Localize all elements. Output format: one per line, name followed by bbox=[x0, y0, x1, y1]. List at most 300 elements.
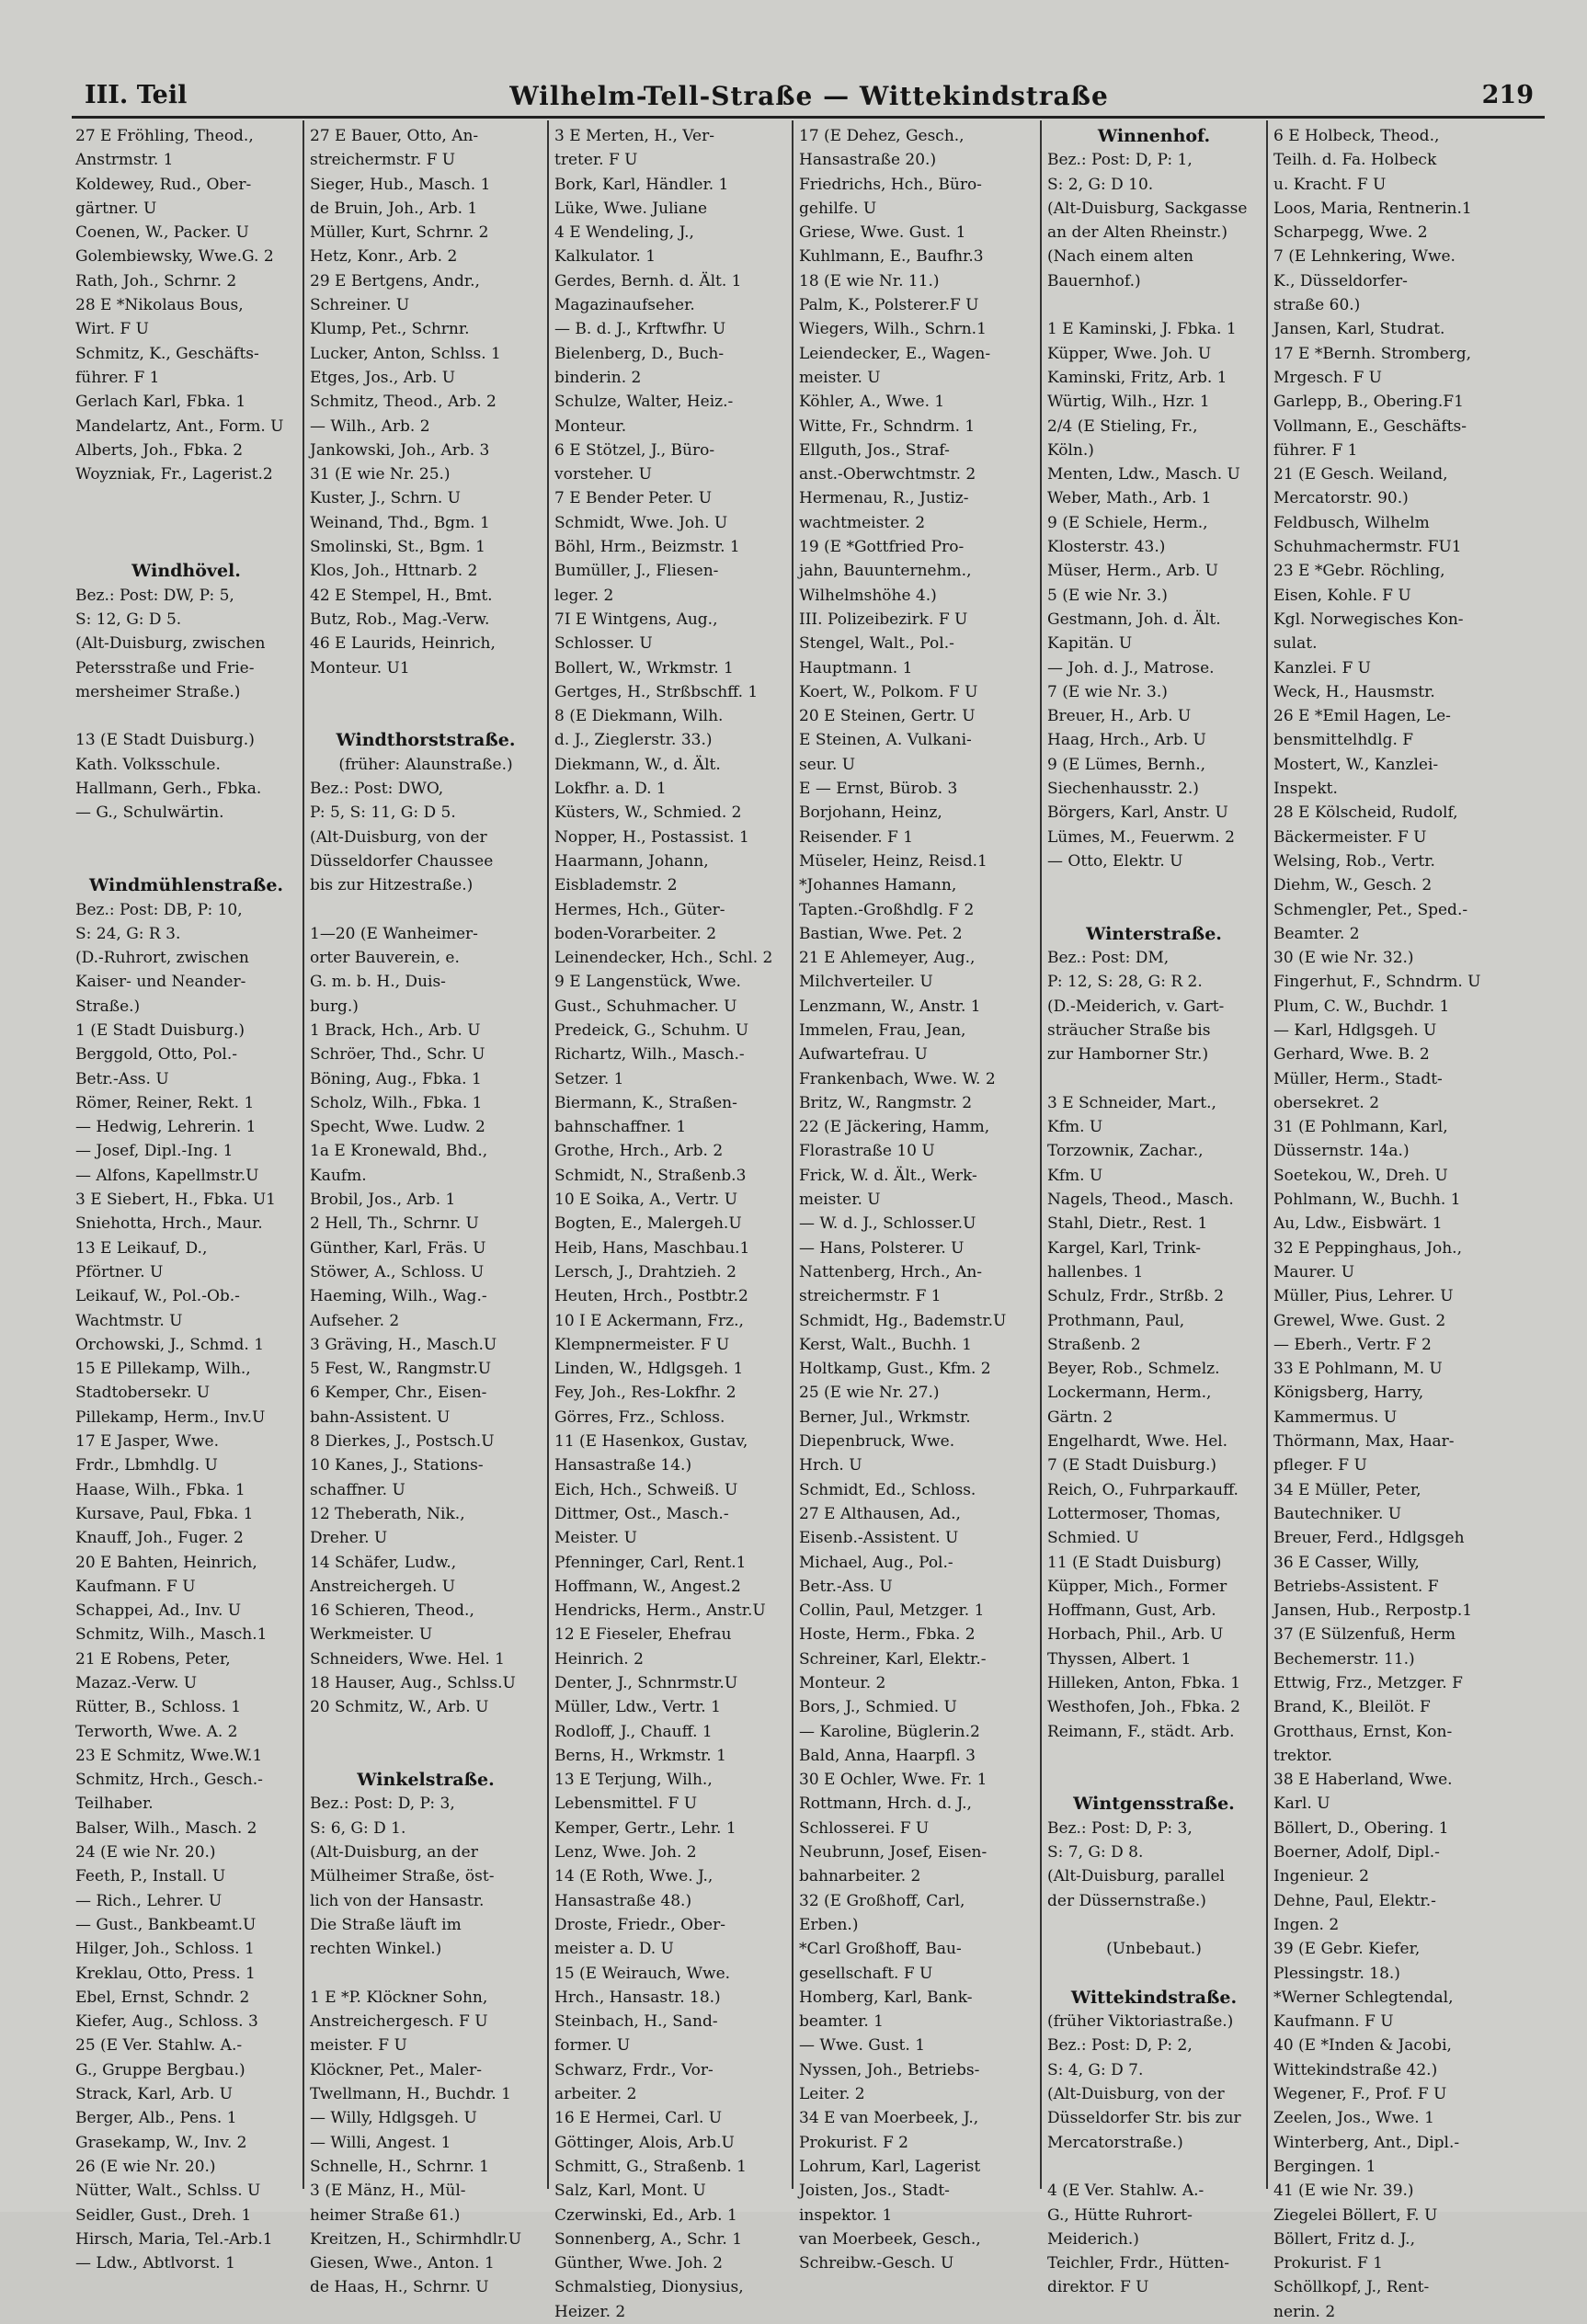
entry-line: Steinbach, H., Sand- bbox=[554, 2012, 718, 2032]
entry-line: 4 E Wendeling, J., bbox=[554, 223, 694, 243]
entry-line: Günther, Karl, Fräs. U bbox=[310, 1238, 486, 1258]
entry-line: 7 (E Lehnkering, Wwe. bbox=[1273, 247, 1456, 267]
entry-line: Bez.: Post: D, P: 2, bbox=[1047, 2036, 1193, 2056]
spacer bbox=[75, 826, 297, 849]
entry-line: Böllert, Fritz d. J., bbox=[1273, 2229, 1415, 2249]
entry-line: Wilhelmshöhe 4.) bbox=[799, 586, 937, 605]
entry-line: 2/4 (E Stieling, Fr., bbox=[1047, 416, 1198, 436]
entry-line: 26 E *Emil Hagen, Le- bbox=[1273, 707, 1451, 726]
entry-line: Garlepp, B., Obering.F1 bbox=[1273, 393, 1464, 412]
entry-line: Schulz, Frdr., Strßb. 2 bbox=[1047, 1287, 1225, 1306]
street-heading: Windhövel. bbox=[131, 561, 241, 582]
entry-line: nerin. 2 bbox=[1273, 2302, 1336, 2321]
entry-line: Grothe, Hrch., Arb. 2 bbox=[554, 1142, 724, 1161]
entry-line: (Unbebaut.) bbox=[1106, 1940, 1202, 1959]
entry-line: Heuten, Hrch., Postbtr.2 bbox=[554, 1287, 748, 1306]
entry-line: Bors, J., Schmied. U bbox=[799, 1698, 957, 1717]
entry-line: Klosterstr. 43.) bbox=[1047, 538, 1166, 557]
entry-line: Aufseher. 2 bbox=[310, 1311, 400, 1330]
entry-line: Bez.: Post: DM, bbox=[1047, 949, 1170, 968]
entry-line: Schmengler, Pet., Sped.- bbox=[1273, 900, 1468, 919]
entry-line: Schmidt, Hg., Bademstr.U bbox=[799, 1311, 1007, 1330]
entry-line: Schneiders, Wwe. Hel. 1 bbox=[310, 1649, 506, 1669]
entry-line: 1 (E Stadt Duisburg.) bbox=[75, 1020, 245, 1040]
entry-line: Predeick, G., Schuhm. U bbox=[554, 1020, 749, 1040]
entry-line: meister a. D. U bbox=[554, 1940, 674, 1959]
entry-line: S: 12, G: D 5. bbox=[75, 609, 182, 629]
entry-line: treter. F U bbox=[554, 151, 638, 170]
entry-line: Berggold, Otto, Pol.- bbox=[75, 1045, 238, 1065]
entry-line: Bielenberg, D., Buch- bbox=[554, 344, 725, 363]
column-3 bbox=[547, 120, 792, 2321]
column-1 bbox=[70, 120, 303, 2273]
entry-line: 8 Dierkes, J., Postsch.U bbox=[310, 1432, 495, 1452]
entry-line: Die Straße läuft im bbox=[310, 1915, 462, 1934]
page-header bbox=[85, 81, 1534, 118]
entry-line: 3 E Schneider, Mart., bbox=[1047, 1093, 1216, 1112]
entry-line: Lenz, Wwe. Joh. 2 bbox=[554, 1843, 697, 1863]
entry-line: jahn, Bauunternehm., bbox=[799, 562, 972, 581]
entry-line: 31 (E Pohlmann, Karl, bbox=[1273, 1118, 1448, 1137]
entry-line: Heib, Hans, Maschbau.1 bbox=[554, 1238, 750, 1258]
entry-line: 4 (E Ver. Stahlw. A.- bbox=[1047, 2182, 1205, 2201]
entry-line: 24 (E wie Nr. 20.) bbox=[75, 1843, 216, 1863]
entry-line: Griese, Wwe. Gust. 1 bbox=[799, 223, 966, 243]
entry-line: Anstreichergesch. F U bbox=[310, 2012, 488, 2032]
entry-line: der Düssernstraße.) bbox=[1047, 1891, 1206, 1910]
entry-line: Betr.-Ass. U bbox=[799, 1577, 893, 1596]
entry-line: Schmitt, G., Straßenb. 1 bbox=[554, 2157, 747, 2176]
entry-line: Bauernhof.) bbox=[1047, 271, 1141, 290]
entry-line: Kuhlmann, E., Baufhr.3 bbox=[799, 247, 984, 267]
entry-line: schaffner. U bbox=[310, 1480, 405, 1499]
entry-line: 15 (E Weirauch, Wwe. bbox=[554, 1964, 731, 1983]
entry-line: Lümes, M., Feuerwm. 2 bbox=[1047, 827, 1235, 847]
entry-line: Gerlach Karl, Fbka. 1 bbox=[75, 393, 246, 412]
entry-line: Mostert, W., Kanzlei- bbox=[1273, 755, 1439, 774]
entry-line: G. m. b. H., Duis- bbox=[310, 973, 446, 992]
spacer bbox=[310, 1744, 542, 1768]
entry-line: 29 E Bertgens, Andr., bbox=[310, 271, 480, 290]
spacer bbox=[1047, 1744, 1261, 1768]
entry-line: führer. F 1 bbox=[75, 368, 160, 387]
entry-line: Vollmann, E., Geschäfts- bbox=[1273, 416, 1467, 436]
entry-line: Terworth, Wwe. A. 2 bbox=[75, 1722, 238, 1741]
entry-line: hallenbes. 1 bbox=[1047, 1262, 1144, 1282]
entry-line: Collin, Paul, Metzger. 1 bbox=[799, 1601, 985, 1621]
spacer bbox=[310, 704, 542, 728]
entry-line: 18 (E wie Nr. 11.) bbox=[799, 271, 940, 290]
entry-line: — G., Schulwärtin. bbox=[75, 803, 224, 823]
entry-line: Witte, Fr., Schndrm. 1 bbox=[799, 416, 976, 436]
entry-line: Au, Ldw., Eisbwärt. 1 bbox=[1273, 1214, 1443, 1234]
spacer bbox=[1047, 1067, 1261, 1091]
entry-line: Engelhardt, Wwe. Hel. bbox=[1047, 1432, 1228, 1452]
entry-line: direktor. F U bbox=[1047, 2278, 1149, 2297]
entry-line: 7I E Wintgens, Aug., bbox=[554, 609, 718, 629]
entry-line: Denter, J., Schnrmstr.U bbox=[554, 1674, 738, 1692]
entry-line: Bastian, Wwe. Pet. 2 bbox=[799, 924, 963, 943]
entry-line: Koldewey, Rud., Ober- bbox=[75, 175, 252, 194]
entry-line: Schulze, Walter, Heiz.- bbox=[554, 393, 734, 412]
entry-line: u. Kracht. F U bbox=[1273, 175, 1387, 194]
entry-line: Nopper, H., Postassist. 1 bbox=[554, 827, 749, 847]
entry-line: Siechenhausstr. 2.) bbox=[1047, 780, 1199, 799]
entry-line: Specht, Wwe. Ludw. 2 bbox=[310, 1118, 485, 1137]
entry-line: 20 E Bahten, Heinrich, bbox=[75, 1553, 257, 1572]
entry-line: 11 (E Stadt Duisburg) bbox=[1047, 1553, 1222, 1572]
entry-line: lich von der Hansastr. bbox=[310, 1891, 485, 1910]
entry-line: 23 E *Gebr. Röchling, bbox=[1273, 562, 1445, 581]
entry-line: 3 E Merten, H., Ver- bbox=[554, 127, 714, 145]
entry-line: Reich, O., Fuhrparkauff. bbox=[1047, 1480, 1239, 1499]
entry-line: Bechemerstr. 11.) bbox=[1273, 1649, 1415, 1669]
entry-line: (früher: Alaunstraße.) bbox=[338, 755, 513, 774]
entry-line: Königsberg, Harry, bbox=[1273, 1384, 1424, 1403]
entry-line: Schappei, Ad., Inv. U bbox=[75, 1601, 242, 1621]
entry-line: Beamter. 2 bbox=[1273, 924, 1360, 943]
entry-line: Coenen, W., Packer. U bbox=[75, 223, 249, 243]
column-5 bbox=[1040, 120, 1266, 2297]
entry-line: — Joh. d. J., Matrose. bbox=[1047, 658, 1215, 678]
entry-line: Leiter. 2 bbox=[799, 2085, 865, 2104]
spacer bbox=[1047, 1913, 1261, 1937]
entry-line: Lüke, Wwe. Juliane bbox=[554, 199, 708, 218]
entry-line: Hansastraße 48.) bbox=[554, 1891, 692, 1910]
entry-line: Bollert, W., Wrkmstr. 1 bbox=[554, 658, 734, 678]
entry-line: Lohrum, Karl, Lagerist bbox=[799, 2157, 981, 2176]
entry-line: Salz, Karl, Mont. U bbox=[554, 2182, 706, 2201]
entry-line: 3 Gräving, H., Masch.U bbox=[310, 1335, 497, 1354]
entry-line: Müller, Pius, Lehrer. U bbox=[1273, 1287, 1454, 1306]
entry-line: Kursave, Paul, Fbka. 1 bbox=[75, 1504, 254, 1523]
entry-line: straße 60.) bbox=[1273, 296, 1361, 315]
page-number: 219 bbox=[1481, 81, 1534, 109]
entry-line: Kaufmann. F U bbox=[1273, 2012, 1394, 2032]
entry-line: Weck, H., Hausmstr. bbox=[1273, 682, 1435, 701]
entry-line: Haase, Wilh., Fbka. 1 bbox=[75, 1480, 245, 1499]
entry-line: — Rich., Lehrer. U bbox=[75, 1891, 223, 1910]
entry-line: 25 (E Ver. Stahlw. A.- bbox=[75, 2036, 243, 2056]
entry-line: mersheimer Straße.) bbox=[75, 682, 241, 701]
spacer bbox=[310, 1720, 542, 1744]
entry-line: 26 (E wie Nr. 20.) bbox=[75, 2157, 216, 2176]
entry-line: 1 E Kaminski, J. Fbka. 1 bbox=[1047, 320, 1237, 339]
entry-line: Hoste, Herm., Fbka. 2 bbox=[799, 1625, 976, 1645]
entry-line: Mazaz.-Verw. U bbox=[75, 1674, 198, 1692]
entry-line: Feeth, P., Install. U bbox=[75, 1867, 226, 1886]
entry-line: Bez.: Post: DWO, bbox=[310, 780, 444, 799]
entry-line: Kalkulator. 1 bbox=[554, 247, 656, 267]
entry-line: Scharpegg, Wwe. 2 bbox=[1273, 223, 1428, 243]
entry-line: Menten, Ldw., Masch. U bbox=[1047, 465, 1240, 484]
entry-line: Bork, Karl, Händler. 1 bbox=[554, 175, 729, 194]
entry-line: Bez.: Post: D, P: 3, bbox=[1047, 1818, 1193, 1838]
entry-line: Pohlmann, W., Buchh. 1 bbox=[1273, 1190, 1461, 1210]
entry-line: Florastraße 10 U bbox=[799, 1142, 935, 1161]
entry-line: Thörmann, Max, Haar- bbox=[1273, 1432, 1455, 1452]
entry-line: Schmidt, N., Straßenb.3 bbox=[554, 1166, 747, 1185]
entry-line: Grasekamp, W., Inv. 2 bbox=[75, 2133, 247, 2152]
entry-line: Meister. U bbox=[554, 1529, 637, 1548]
street-heading: Winkelstraße. bbox=[357, 1770, 495, 1791]
entry-line: Mrgesch. F U bbox=[1273, 368, 1383, 387]
entry-line: Müseler, Heinz, Reisd.1 bbox=[799, 851, 988, 871]
spacer bbox=[1047, 2155, 1261, 2179]
entry-line: — Otto, Elektr. U bbox=[1047, 851, 1183, 871]
entry-line: *Carl Großhoff, Bau- bbox=[799, 1940, 962, 1959]
entry-line: S: 4, G: D 7. bbox=[1047, 2060, 1144, 2079]
entry-line: Droste, Friedr., Ober- bbox=[554, 1915, 725, 1934]
entry-line: Schlosser. U bbox=[554, 634, 653, 654]
spacer bbox=[1047, 293, 1261, 317]
entry-line: 12 E Fieseler, Ehefrau bbox=[554, 1625, 732, 1645]
entry-line: Teilhaber. bbox=[75, 1794, 154, 1814]
entry-line: Bumüller, J., Fliesen- bbox=[554, 562, 719, 581]
entry-line: Schreiner, Karl, Elektr.- bbox=[799, 1649, 987, 1669]
entry-line: Butz, Rob., Mag.-Verw. bbox=[310, 609, 490, 629]
entry-line: 3 (E Mänz, H., Mül- bbox=[310, 2182, 466, 2201]
entry-line: 33 E Pohlmann, M. U bbox=[1273, 1360, 1443, 1379]
entry-line: Koert, W., Polkom. F U bbox=[799, 682, 978, 701]
entry-line: Prokurist. F 1 bbox=[1273, 2254, 1383, 2273]
entry-line: 28 E Kölscheid, Rudolf, bbox=[1273, 803, 1458, 823]
entry-line: Neubrunn, Josef, Eisen- bbox=[799, 1843, 988, 1863]
entry-line: Gärtn. 2 bbox=[1047, 1407, 1113, 1427]
entry-line: — Willi, Angest. 1 bbox=[310, 2133, 451, 2152]
entry-line: — Wwe. Gust. 1 bbox=[799, 2036, 926, 2056]
entry-line: Düssernstr. 14a.) bbox=[1273, 1142, 1410, 1161]
entry-line: Köln.) bbox=[1047, 440, 1094, 460]
entry-line: Schmitz, Theod., Arb. 2 bbox=[310, 393, 497, 412]
entry-line: burg.) bbox=[310, 997, 359, 1016]
entry-line: Berns, H., Wrkmstr. 1 bbox=[554, 1746, 726, 1765]
entry-line: Sonnenberg, A., Schr. 1 bbox=[554, 2229, 743, 2249]
spacer bbox=[75, 535, 297, 559]
entry-line: Leikauf, W., Pol.-Ob.- bbox=[75, 1287, 240, 1306]
entry-line: Pförtner. U bbox=[75, 1262, 164, 1282]
entry-line: Kapitän. U bbox=[1047, 634, 1133, 654]
entry-line: Düsseldorfer Chaussee bbox=[310, 851, 494, 871]
entry-line: — Gust., Bankbeamt.U bbox=[75, 1915, 257, 1934]
entry-line: Setzer. 1 bbox=[554, 1069, 624, 1088]
entry-line: Ettwig, Frz., Metzger. F bbox=[1273, 1674, 1463, 1692]
entry-line: Knauff, Joh., Fuger. 2 bbox=[75, 1529, 244, 1548]
entry-line: Böning, Aug., Fbka. 1 bbox=[310, 1069, 482, 1088]
entry-line: Meiderich.) bbox=[1047, 2229, 1139, 2249]
entry-line: 6 E Stötzel, J., Büro- bbox=[554, 440, 715, 460]
entry-line: meister. U bbox=[799, 368, 881, 387]
entry-line: Teichler, Frdr., Hütten- bbox=[1047, 2254, 1230, 2273]
entry-line: Kaufmann. F U bbox=[75, 1577, 196, 1596]
entry-line: Reimann, F., städt. Arb. bbox=[1047, 1722, 1235, 1741]
entry-line: sträucher Straße bis bbox=[1047, 1020, 1211, 1040]
entry-line: Wiegers, Wilh., Schrn.1 bbox=[799, 320, 987, 339]
entry-line: 1 E *P. Klöckner Sohn, bbox=[310, 1988, 488, 2007]
part-label: III. Teil bbox=[85, 81, 188, 109]
entry-line: Breuer, H., Arb. U bbox=[1047, 707, 1192, 726]
entry-line: Nütter, Walt., Schlss. U bbox=[75, 2182, 261, 2201]
entry-line: — Wilh., Arb. 2 bbox=[310, 416, 430, 436]
entry-line: Schnelle, H., Schrnr. 1 bbox=[310, 2157, 489, 2176]
entry-line: Gerdes, Bernh. d. Ält. 1 bbox=[554, 271, 742, 290]
entry-line: bensmittelhdlg. F bbox=[1273, 731, 1414, 750]
street-heading: Wittekindstraße. bbox=[1070, 1987, 1238, 2008]
entry-line: Düsseldorfer Str. bis zur bbox=[1047, 2109, 1241, 2128]
entry-line: Schreibw.-Gesch. U bbox=[799, 2254, 954, 2273]
entry-line: Hilleken, Anton, Fbka. 1 bbox=[1047, 1674, 1241, 1692]
entry-line: Schreiner. U bbox=[310, 296, 410, 315]
entry-line: Bogten, E., Malergeh.U bbox=[554, 1214, 742, 1234]
entry-line: 34 E Müller, Peter, bbox=[1273, 1480, 1421, 1499]
entry-line: Sieger, Hub., Masch. 1 bbox=[310, 175, 491, 194]
entry-line: Lenzmann, W., Anstr. 1 bbox=[799, 997, 981, 1016]
entry-line: beamter. 1 bbox=[799, 2012, 884, 2032]
entry-line: Jansen, Karl, Studrat. bbox=[1273, 320, 1445, 339]
entry-line: Bez.: Post: DB, P: 10, bbox=[75, 900, 243, 919]
entry-line: 15 E Pillekamp, Wilh., bbox=[75, 1360, 251, 1379]
entry-line: inspektor. 1 bbox=[799, 2205, 893, 2225]
entry-line: d. J., Zieglerstr. 33.) bbox=[554, 731, 713, 750]
entry-line: Lucker, Anton, Schlss. 1 bbox=[310, 344, 501, 363]
entry-line: Müller, Kurt, Schrnr. 2 bbox=[310, 223, 489, 243]
entry-line: 13 (E Stadt Duisburg.) bbox=[75, 731, 255, 750]
entry-line: Kiefer, Aug., Schloss. 3 bbox=[75, 2012, 258, 2032]
entry-line: 6 Kemper, Chr., Eisen- bbox=[310, 1384, 487, 1403]
entry-line: Woyzniak, Fr., Lagerist.2 bbox=[75, 465, 273, 484]
entry-line: 17 E *Bernh. Stromberg, bbox=[1273, 344, 1472, 363]
entry-line: meister. F U bbox=[310, 2036, 407, 2056]
spacer bbox=[310, 1962, 542, 1986]
entry-line: Smolinski, St., Bgm. 1 bbox=[310, 538, 485, 557]
entry-line: Rottmann, Hrch. d. J., bbox=[799, 1794, 972, 1814]
entry-line: 1—20 (E Wanheimer- bbox=[310, 924, 478, 943]
entry-line: Gestmann, Joh. d. Ält. bbox=[1047, 609, 1221, 629]
entry-line: 25 (E wie Nr. 27.) bbox=[799, 1384, 940, 1403]
entry-line: Nagels, Theod., Masch. bbox=[1047, 1190, 1234, 1210]
entry-line: 32 E Peppinghaus, Joh., bbox=[1273, 1238, 1462, 1258]
entry-line: Rath, Joh., Schrnr. 2 bbox=[75, 271, 237, 290]
entry-line: de Haas, H., Schrnr. U bbox=[310, 2278, 489, 2297]
entry-line: III. Polizeibezirk. F U bbox=[799, 609, 968, 629]
entry-line: 10 Kanes, J., Stations- bbox=[310, 1456, 484, 1475]
entry-line: Teilh. d. Fa. Holbeck bbox=[1273, 151, 1437, 170]
entry-line: Lokfhr. a. D. 1 bbox=[554, 780, 667, 799]
entry-line: Dehne, Paul, Elektr.- bbox=[1273, 1891, 1436, 1910]
entry-line: E Steinen, A. Vulkani- bbox=[799, 731, 972, 750]
entry-line: Gust., Schuhmacher. U bbox=[554, 997, 737, 1016]
entry-line: Prokurist. F 2 bbox=[799, 2133, 908, 2152]
entry-line: Dreher. U bbox=[310, 1529, 388, 1548]
entry-line: — B. d. J., Krftwfhr. U bbox=[554, 320, 726, 339]
entry-line: Schwarz, Frdr., Vor- bbox=[554, 2060, 714, 2079]
entry-line: vorsteher. U bbox=[554, 465, 652, 484]
entry-line: Hoffmann, W., Angest.2 bbox=[554, 1577, 741, 1596]
entry-line: Schlosserei. F U bbox=[799, 1818, 930, 1838]
entry-line: Lersch, J., Drahtzieh. 2 bbox=[554, 1262, 736, 1282]
entry-line: Eisen, Kohle. F U bbox=[1273, 586, 1411, 605]
entry-line: Torzowniк, Zachar., bbox=[1047, 1142, 1204, 1161]
entry-line: Börgers, Karl, Anstr. U bbox=[1047, 803, 1228, 823]
entry-line: 14 (E Roth, Wwe. J., bbox=[554, 1867, 714, 1886]
entry-line: Kreitzen, H., Schirmhdlr.U bbox=[310, 2229, 522, 2249]
entry-line: 9 E Langenstück, Wwe. bbox=[554, 973, 741, 992]
entry-line: 7 (E Stadt Duisburg.) bbox=[1047, 1456, 1217, 1475]
entry-line: Aufwartefrau. U bbox=[799, 1045, 928, 1065]
entry-line: Mülheimer Straße, öst- bbox=[310, 1867, 495, 1886]
entry-line: Müller, Ldw., Vertr. 1 bbox=[554, 1698, 721, 1717]
entry-line: Bäckermeister. F U bbox=[1273, 827, 1427, 847]
entry-line: Küsters, W., Schmied. 2 bbox=[554, 803, 742, 823]
entry-line: Biermann, K., Straßen- bbox=[554, 1093, 737, 1112]
entry-line: Magazinaufseher. bbox=[554, 296, 695, 315]
entry-line: Betr.-Ass. U bbox=[75, 1069, 169, 1088]
entry-line: Mandelartz, Ant., Form. U bbox=[75, 416, 284, 436]
entry-line: Schmitz, K., Geschäfts- bbox=[75, 344, 259, 363]
entry-line: Betriebs-Assistent. F bbox=[1273, 1577, 1439, 1596]
entry-line: Alberts, Joh., Fbka. 2 bbox=[75, 440, 244, 460]
entry-line: heimer Straße 61.) bbox=[310, 2205, 461, 2225]
entry-line: Kreklau, Otto, Press. 1 bbox=[75, 1964, 256, 1983]
entry-line: Weber, Math., Arb. 1 bbox=[1047, 489, 1212, 508]
entry-line: Boerner, Adolf, Dipl.- bbox=[1273, 1843, 1440, 1863]
entry-line: führer. F 1 bbox=[1273, 440, 1358, 460]
entry-line: Schmidt, Ed., Schloss. bbox=[799, 1480, 976, 1499]
entry-line: (Alt-Duisburg, von der bbox=[310, 827, 487, 847]
entry-line: Klöckner, Pet., Maler- bbox=[310, 2060, 482, 2079]
entry-line: Mercatorstr. 90.) bbox=[1273, 489, 1409, 508]
entry-line: Köhler, A., Wwe. 1 bbox=[799, 393, 945, 412]
entry-line: van Moerbeek, Gesch., bbox=[799, 2229, 981, 2249]
entry-line: Schuhmachermstr. FU1 bbox=[1273, 538, 1462, 557]
entry-line: Joisten, Jos., Stadt- bbox=[799, 2182, 950, 2201]
entry-line: Diekmann, W., d. Ält. bbox=[554, 755, 721, 774]
entry-line: 21 E Ahlemeyer, Aug., bbox=[799, 949, 976, 968]
entry-line: (Alt-Duisburg, zwischen bbox=[75, 634, 266, 654]
entry-line: Kath. Volksschule. bbox=[75, 755, 221, 774]
entry-line: 17 E Jasper, Wwe. bbox=[75, 1432, 220, 1452]
entry-line: Klos, Joh., Httnarb. 2 bbox=[310, 562, 478, 581]
entry-line: Küpper, Wwe. Joh. U bbox=[1047, 344, 1212, 363]
entry-line: Prothmann, Paul, bbox=[1047, 1311, 1185, 1330]
entry-line: 31 (E wie Nr. 25.) bbox=[310, 465, 451, 484]
entry-line: bis zur Hitzestraße.) bbox=[310, 876, 474, 895]
entry-line: Kerst, Walt., Buchh. 1 bbox=[799, 1335, 972, 1354]
spacer bbox=[75, 486, 297, 510]
entry-line: Frankenbach, Wwe. W. 2 bbox=[799, 1069, 996, 1088]
entry-line: Inspekt. bbox=[1273, 780, 1338, 799]
entry-line: Anstrmstr. 1 bbox=[75, 151, 174, 170]
spacer bbox=[1047, 898, 1261, 922]
entry-line: 6 E Holbeck, Theod., bbox=[1273, 127, 1440, 145]
entry-line: Hirsch, Maria, Tel.-Arb.1 bbox=[75, 2229, 273, 2249]
entry-line: Sniehotta, Hrch., Maur. bbox=[75, 1214, 263, 1234]
street-range-title: Wilhelm-Tell-Straße — Wittekindstraße bbox=[509, 81, 1109, 111]
entry-line: arbeiter. 2 bbox=[554, 2085, 637, 2104]
entry-line: Tapten.-Großhdlg. F 2 bbox=[799, 900, 975, 919]
entry-line: Holtkamp, Gust., Kfm. 2 bbox=[799, 1360, 991, 1379]
entry-line: Winterberg, Ant., Dipl.- bbox=[1273, 2133, 1460, 2152]
entry-line: Berner, Jul., Wrkmstr. bbox=[799, 1407, 971, 1427]
entry-line: Rütter, B., Schloss. 1 bbox=[75, 1698, 242, 1717]
entry-line: K., Düsseldorfer- bbox=[1273, 271, 1408, 290]
spacer bbox=[75, 704, 297, 728]
street-heading: Winterstraße. bbox=[1086, 923, 1222, 944]
entry-line: Anstreichergeh. U bbox=[310, 1577, 456, 1596]
entry-line: 27 E Althausen, Ad., bbox=[799, 1504, 961, 1523]
entry-line: binderin. 2 bbox=[554, 368, 642, 387]
entry-line: Haeming, Wilh., Wag.- bbox=[310, 1287, 487, 1306]
